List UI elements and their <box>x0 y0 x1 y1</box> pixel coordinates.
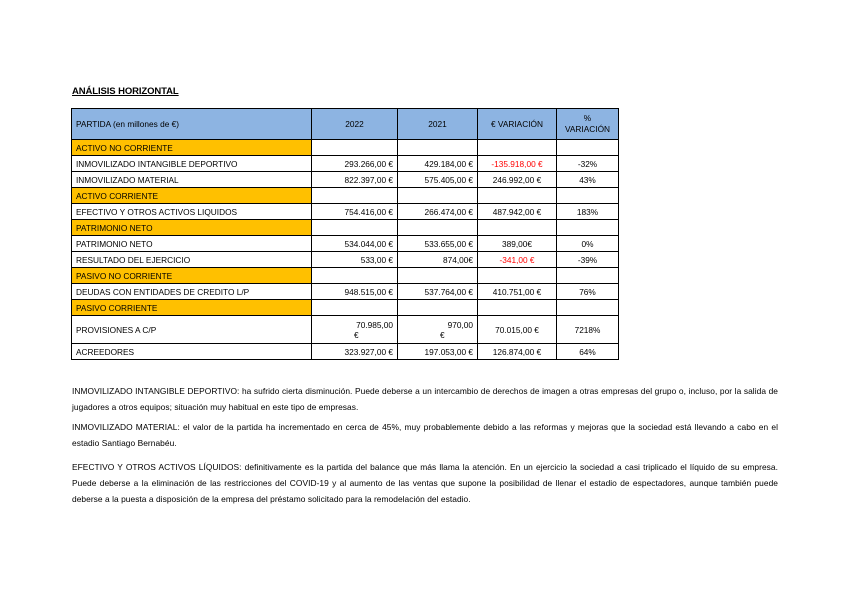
value-variacion-eur: 487.942,00 € <box>478 204 557 220</box>
row-label: INMOVILIZADO INTANGIBLE DEPORTIVO <box>72 156 312 172</box>
table-row <box>72 316 619 344</box>
empty-cell <box>398 188 478 204</box>
empty-cell <box>312 140 398 156</box>
section-row <box>72 188 619 204</box>
value-variacion-pct: 7218% <box>557 316 619 344</box>
table-row <box>72 204 619 220</box>
table-row <box>72 252 619 268</box>
value-2022: 822.397,00 € <box>312 172 398 188</box>
paragraph-material: INMOVILIZADO MATERIAL: el valor de la partida ha incrementado en cerca de 45%, muy probablemente debido a las reformas y mejoras que la sociedad está llevando a cabo en el estadio Santiago Bernabéu. <box>72 422 778 448</box>
section-label: ACTIVO CORRIENTE <box>72 188 312 204</box>
empty-cell <box>312 300 398 316</box>
section-label: PATRIMONIO NETO <box>72 220 312 236</box>
table-header-row <box>72 109 619 140</box>
page-title: ANÁLISIS HORIZONTAL <box>72 86 179 97</box>
value-y2022 <box>312 316 398 344</box>
empty-cell <box>478 140 557 156</box>
value-number: 70.985,00 <box>356 319 393 330</box>
value-variacion-eur: 126.874,00 € <box>478 344 557 360</box>
section-row <box>72 220 619 236</box>
row-label: RESULTADO DEL EJERCICIO <box>72 252 312 268</box>
section-row <box>72 268 619 284</box>
value-2022: 533,00 € <box>312 252 398 268</box>
empty-cell <box>478 268 557 284</box>
value-variacion-eur: 389,00€ <box>478 236 557 252</box>
header-variacion-eur: € VARIACIÓN <box>478 109 557 140</box>
row-label: EFECTIVO Y OTROS ACTIVOS LIQUIDOS <box>72 204 312 220</box>
table-row <box>72 284 619 300</box>
value-2022: 754.416,00 € <box>312 204 398 220</box>
empty-cell <box>478 220 557 236</box>
header-partida: PARTIDA (en millones de €) <box>72 109 312 140</box>
value-2021: 537.764,00 € <box>398 284 478 300</box>
empty-cell <box>557 140 619 156</box>
value-variacion-eur: -341,00 € <box>478 252 557 268</box>
empty-cell <box>478 188 557 204</box>
section-label: PASIVO CORRIENTE <box>72 300 312 316</box>
table-row <box>72 156 619 172</box>
empty-cell <box>557 188 619 204</box>
value-variacion-pct: 0% <box>557 236 619 252</box>
value-2021: 575.405,00 € <box>398 172 478 188</box>
empty-cell <box>312 268 398 284</box>
value-variacion-pct: -39% <box>557 252 619 268</box>
value-2021: 266.474,00 € <box>398 204 478 220</box>
empty-cell <box>398 140 478 156</box>
value-variacion-pct: 76% <box>557 284 619 300</box>
header-2021: 2021 <box>398 109 478 140</box>
row-label: PROVISIONES A C/P <box>72 316 312 344</box>
value-variacion-eur: 246.992,00 € <box>478 172 557 188</box>
value-number: 970,00 <box>447 319 473 330</box>
value-y2021 <box>398 316 478 344</box>
euro-symbol: € <box>440 329 445 340</box>
table-row <box>72 172 619 188</box>
section-row <box>72 140 619 156</box>
paragraph-intangible: INMOVILIZADO INTANGIBLE DEPORTIVO: ha sufrido cierta disminución. Puede deberse a un intercambio de derechos de imagen a otras empresas del grupo o, incluso, por la salida de jugadores a otros equipos; situación muy habitual en este tipo de empresas. <box>72 386 778 412</box>
table-row <box>72 236 619 252</box>
row-label: DEUDAS CON ENTIDADES DE CREDITO L/P <box>72 284 312 300</box>
value-variacion-eur: -135.918,00 € <box>478 156 557 172</box>
value-2021: 533.655,00 € <box>398 236 478 252</box>
section-label: ACTIVO NO CORRIENTE <box>72 140 312 156</box>
value-2021: 429.184,00 € <box>398 156 478 172</box>
paragraph-efectivo: EFECTIVO Y OTROS ACTIVOS LÍQUIDOS: definitivamente es la partida del balance que más llama la atención. En un ejercicio la sociedad a casi triplicado el líquido de su empresa. Puede deberse a la eliminación de las restricciones del COVID-19 y al aumento de las ventas que supone la posibilidad de llenar el estadio de espectadores, aunque también puede deberse a la puesta a disposición de la empresa del préstamo solicitado para la remodelación del estadio. <box>72 462 778 504</box>
empty-cell <box>557 300 619 316</box>
section-row <box>72 300 619 316</box>
row-label: ACREEDORES <box>72 344 312 360</box>
value-2021: 874,00€ <box>398 252 478 268</box>
value-variacion-pct: 64% <box>557 344 619 360</box>
empty-cell <box>557 268 619 284</box>
row-label: PATRIMONIO NETO <box>72 236 312 252</box>
header-variacion-pct: % VARIACIÓN <box>557 109 619 140</box>
euro-symbol: € <box>354 329 359 340</box>
empty-cell <box>312 188 398 204</box>
table-row <box>72 344 619 360</box>
value-2022: 323.927,00 € <box>312 344 398 360</box>
header-2022: 2022 <box>312 109 398 140</box>
empty-cell <box>478 300 557 316</box>
value-variacion-eur: 70.015,00 € <box>478 316 557 344</box>
row-label: INMOVILIZADO MATERIAL <box>72 172 312 188</box>
horizontal-analysis-table <box>71 108 619 360</box>
empty-cell <box>312 220 398 236</box>
value-2022: 293.266,00 € <box>312 156 398 172</box>
value-2022: 948.515,00 € <box>312 284 398 300</box>
empty-cell <box>398 300 478 316</box>
value-variacion-pct: 183% <box>557 204 619 220</box>
empty-cell <box>398 220 478 236</box>
table-body <box>72 140 619 360</box>
value-2021: 197.053,00 € <box>398 344 478 360</box>
value-2022: 534.044,00 € <box>312 236 398 252</box>
value-variacion-pct: 43% <box>557 172 619 188</box>
value-variacion-eur: 410.751,00 € <box>478 284 557 300</box>
section-label: PASIVO NO CORRIENTE <box>72 268 312 284</box>
value-variacion-pct: -32% <box>557 156 619 172</box>
empty-cell <box>557 220 619 236</box>
empty-cell <box>398 268 478 284</box>
